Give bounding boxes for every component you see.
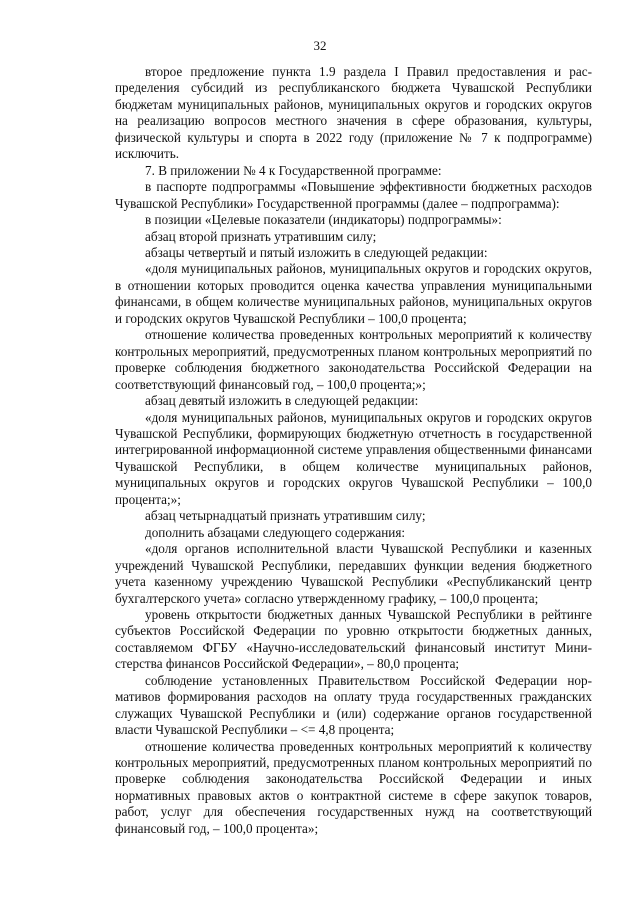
- paragraph: абзац девятый изложить в следующей редакции:: [145, 393, 419, 409]
- paragraph: абзацы четвертый и пятый изложить в следующей редакции:: [145, 244, 488, 260]
- paragraph: в паспорте подпрограммы «Повышение эффективности бюджетных расходов Чувашской Республики» Государственной программы (далее – подпрограмма):: [115, 179, 592, 211]
- paragraph: «доля муниципальных районов, муниципальных округов и городских округов, в отношении которых проводится оценка качества управления муниципальными финансами, в общем количестве муниципальных районов, муниципальных округов и городских округов Чувашской Республики – 100,0 процента;: [115, 261, 592, 326]
- paragraph: дополнить абзацами следующего содержания:: [145, 524, 406, 540]
- paragraph: отношение количества проведенных контрольных мероприятий к количеству контрольных мероприятий, предусмотренных планом контрольных мероприятий по проверке соблюдения законодательства Российской Федерации и иных нормативных правовых актов о контрактной системе в сфере закупок товаров, работ, услуг для обеспечения государственных нужд на соответствующий финансовый год, – 100,0 процента»;: [115, 738, 592, 836]
- paragraph: абзац второй признать утратившим силу;: [145, 228, 377, 244]
- paragraph: «доля муниципальных районов, муниципальных округов и городских округов Чувашской Республики, формирующих бюджетную отчетность в государственной интегрированной информационной системе управления общественными финансами Чувашской Республики, в общем количестве муниципальных районов, муниципальных округов и городских округов Чувашской Республики – 100,0 процента;»;: [115, 409, 592, 507]
- paragraph: уровень открытости бюджетных данных Чувашской Республики в рейтинге субъектов Российской Федерации по уровню открытости бюджетных данных, составляемом ФГБУ «Научно-исследовательский финансовый институт Министерства финансов Российской Федерации», – 80,0 процента;: [115, 606, 592, 672]
- paragraph: абзац четырнадцатый признать утратившим силу;: [145, 508, 426, 524]
- page-number: 32: [313, 38, 327, 53]
- paragraph: отношение количества проведенных контрольных мероприятий к количеству контрольных мероприятий, предусмотренных планом контрольных мероприятий по проверке соблюдения бюджетного законодательства Российской Федерации на соответствующий финансовый год, – 100,0 процента;»;: [115, 327, 592, 392]
- paragraph: соблюдение установленных Правительством Российской Федерации нормативов формирования расходов на оплату труда государственных гражданских служащих Чувашской Республики и (или) содержание органов государственной власти Чувашской Республики – <= 4,8 процента;: [115, 672, 592, 738]
- document-body: [115, 64, 592, 837]
- paragraph: в позиции «Целевые показатели (индикаторы) подпрограммы»:: [145, 212, 502, 228]
- paragraph: 7. В приложении № 4 к Государственной программе:: [145, 162, 442, 178]
- paragraph: «доля органов исполнительной власти Чувашской Республики и казенных учреждений Чувашской Республики, передавших функции ведения бюджетного учета казенному учреждению Чувашской Республики «Республиканский центр бухгалтерского учета» согласно утвержденному графику, – 100,0 процента;: [115, 541, 592, 606]
- paragraph: второе предложение пункта 1.9 раздела I Правил предоставления и распределения субсидий из республиканского бюджета Чувашской Республики бюджетам муниципальных районов, муниципальных округов и городских округов на реализацию вопросов местного значения в сфере образования, культуры, физической культуры и спорта в 2022 году (приложение № 7 к подпрограмме) исключить.: [115, 64, 592, 162]
